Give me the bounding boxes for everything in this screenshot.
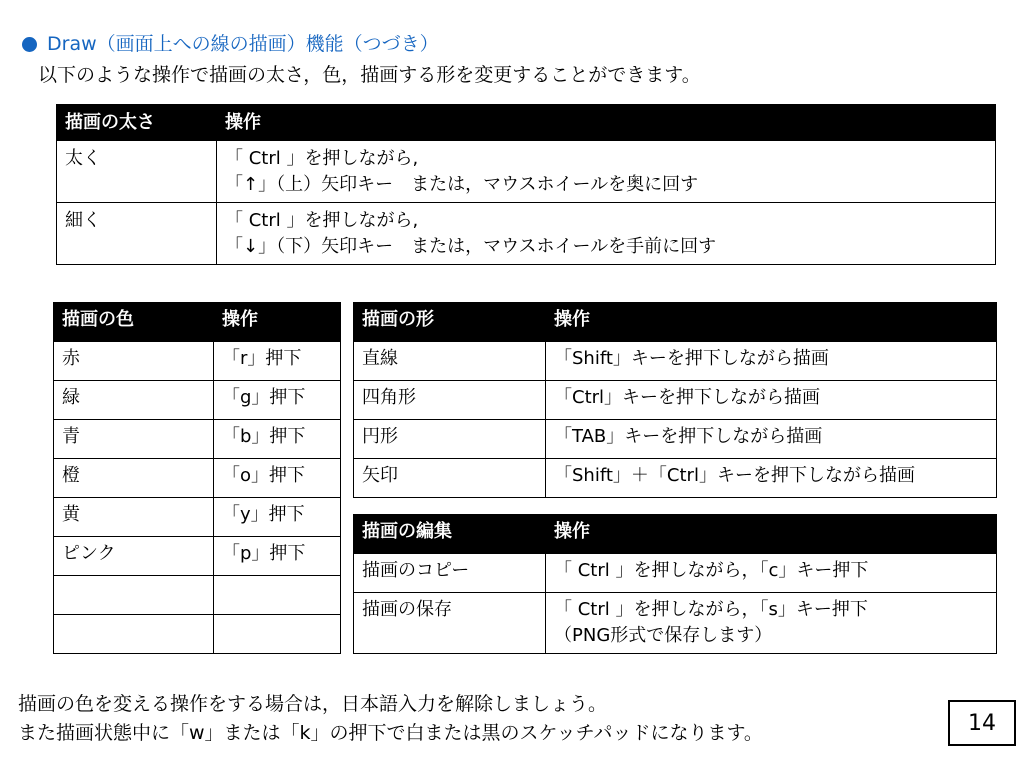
section-heading <box>22 30 439 58</box>
table-row <box>354 342 997 381</box>
header-cell: 描画の色 <box>54 303 214 342</box>
edit-operation <box>546 554 997 593</box>
edit-name: 描画の保存 <box>354 593 546 654</box>
table-row <box>354 554 997 593</box>
shape-operation: 「Ctrl」キーを押下しながら描画 <box>546 381 997 420</box>
table-row <box>54 537 341 576</box>
page-number: 14 <box>948 700 1016 746</box>
header-cell: 操作 <box>546 515 997 554</box>
header-cell: 描画の編集 <box>354 515 546 554</box>
operation-line: 「↓」（下）矢印キー または，マウスホイールを手前に回す <box>225 236 717 257</box>
color-key: 「y」押下 <box>214 498 341 537</box>
table-row <box>54 615 341 654</box>
color-table <box>53 302 341 654</box>
row-operation <box>217 203 996 265</box>
heading-text: Draw（画面上への線の描画）機能（つづき） <box>47 33 439 55</box>
color-key: 「b」押下 <box>214 420 341 459</box>
shape-name: 矢印 <box>354 459 546 498</box>
operation-line: （PNG形式で保存します） <box>554 625 773 646</box>
shape-name: 四角形 <box>354 381 546 420</box>
footer-note: 描画の色を変える操作をする場合は，日本語入力を解除しましょう。 <box>18 693 608 715</box>
color-name <box>54 615 214 654</box>
operation-line: 「↑」（上）矢印キー または，マウスホイールを奥に回す <box>225 174 699 195</box>
bullet-icon <box>22 37 37 52</box>
operation-line: 「 Ctrl 」を押しながら, <box>225 148 419 169</box>
table-header-row <box>54 303 341 342</box>
color-name: 橙 <box>54 459 214 498</box>
operation-line: 「 Ctrl 」を押しながら，「s」キー押下 <box>554 599 868 620</box>
table-row <box>54 576 341 615</box>
edit-table <box>353 514 997 654</box>
header-cell: 描画の形 <box>354 303 546 342</box>
shape-name: 直線 <box>354 342 546 381</box>
table-row <box>57 141 996 203</box>
color-key <box>214 615 341 654</box>
header-cell: 操作 <box>546 303 997 342</box>
table-row <box>354 381 997 420</box>
color-name <box>54 576 214 615</box>
shape-operation: 「TAB」キーを押下しながら描画 <box>546 420 997 459</box>
table-row <box>354 593 997 654</box>
row-operation <box>217 141 996 203</box>
table-row <box>54 381 341 420</box>
table-row <box>354 420 997 459</box>
color-name: 緑 <box>54 381 214 420</box>
table-row <box>57 203 996 265</box>
header-cell: 描画の太さ <box>57 105 217 141</box>
shape-operation: 「Shift」＋「Ctrl」キーを押下しながら描画 <box>546 459 997 498</box>
table-header-row <box>354 515 997 554</box>
operation-line: 「 Ctrl 」を押しながら，「c」キー押下 <box>554 560 869 581</box>
color-name: 黄 <box>54 498 214 537</box>
color-key: 「g」押下 <box>214 381 341 420</box>
color-name: 赤 <box>54 342 214 381</box>
row-label: 太く <box>57 141 217 203</box>
edit-operation <box>546 593 997 654</box>
color-name: 青 <box>54 420 214 459</box>
edit-name: 描画のコピー <box>354 554 546 593</box>
table-row <box>54 342 341 381</box>
shape-name: 円形 <box>354 420 546 459</box>
color-key: 「o」押下 <box>214 459 341 498</box>
shape-operation: 「Shift」キーを押下しながら描画 <box>546 342 997 381</box>
shape-table <box>353 302 997 498</box>
table-row <box>354 459 997 498</box>
color-key <box>214 576 341 615</box>
table-row <box>54 420 341 459</box>
table-row <box>54 498 341 537</box>
color-name: ピンク <box>54 537 214 576</box>
table-row <box>54 459 341 498</box>
color-key: 「p」押下 <box>214 537 341 576</box>
table-header-row <box>57 105 996 141</box>
table-header-row <box>354 303 997 342</box>
operation-line: 「 Ctrl 」を押しながら, <box>225 210 419 231</box>
header-cell: 操作 <box>217 105 996 141</box>
thickness-table <box>56 104 996 265</box>
footer-note: また描画状態中に「w」または「k」の押下で白または黒のスケッチパッドになります。 <box>18 722 763 744</box>
row-label: 細く <box>57 203 217 265</box>
color-key: 「r」押下 <box>214 342 341 381</box>
header-cell: 操作 <box>214 303 341 342</box>
subheading: 以下のような操作で描画の太さ，色，描画する形を変更することができます。 <box>38 64 701 86</box>
